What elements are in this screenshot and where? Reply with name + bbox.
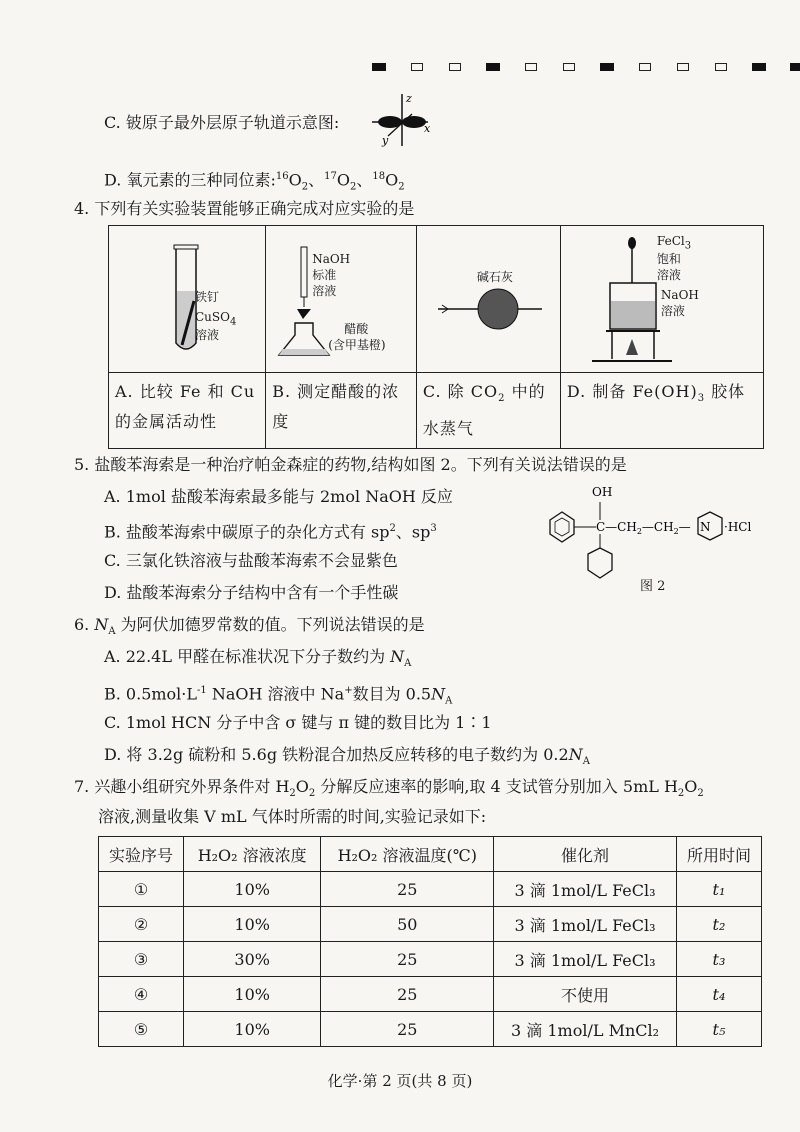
q7-stem-line1: 7. 兴趣小组研究外界条件对 $H_2O_2$ 分解反应速率的影响,取 4 支试管分别加入 5mL $H_2O_2$ [74, 777, 704, 800]
filled-mark [588, 62, 626, 72]
label-naoh: NaOH [660, 288, 699, 302]
page-footer: 化学·第 2 页(共 8 页) [327, 1072, 473, 1090]
filled-mark [474, 62, 512, 72]
label-solution: 溶液 [312, 284, 337, 298]
header-cell: 所用时间 [676, 837, 761, 872]
label-solution: 溶液 [656, 268, 681, 282]
label-soda-lime: 碱石灰 [476, 270, 513, 284]
open-mark [512, 62, 550, 72]
q3-option-d: D. 氧元素的三种同位素$:^{16}O_2$、$^{17}O_2$、$^{18}O_2$ [104, 170, 405, 193]
table-row: ④ 10% 25 不使用 t₄ [99, 977, 762, 1012]
table-header-row [99, 837, 762, 872]
orbital-diagram [368, 92, 436, 148]
filled-mark [360, 62, 398, 72]
open-mark [626, 62, 664, 72]
fig-n: N [700, 520, 711, 534]
q6-option-d: D. 将 3.2g 硫粉和 5.6g 铁粉混合加热反应转移的电子数约为 $0.2N_A$ [104, 745, 590, 768]
q6-option-b: B. $0.5mol\cdot L^{-1}$ NaOH 溶液中 Na+数目为 $0.5N_A$ [104, 684, 453, 707]
q6-option-c: C. 1mol HCN 分子中含 σ 键与 π 键的数目比为 1∶1 [104, 713, 492, 732]
q5-option-d: D. 盐酸苯海索分子结构中含有一个手性碳 [104, 583, 399, 602]
label-cuso4: CuSO$_4$ [195, 310, 237, 328]
open-mark [436, 62, 474, 72]
caption-c: C. 除 $CO_2$ 中的水蒸气 [416, 373, 560, 449]
table-row: ⑤ 10% 25 3 滴 1mol/L MnCl₂ t₅ [99, 1012, 762, 1047]
structure-figure-2 [538, 478, 778, 588]
fig-chain: $C—CH_2—CH_2—$ [596, 520, 691, 536]
q6-option-a: A. 22.4L 甲醛在标准状况下分子数约为 $N_A$ [104, 647, 412, 670]
figure-caption: 图 2 [640, 579, 666, 594]
q5-option-a: A. 1mol 盐酸苯海索最多能与 2mol NaOH 反应 [104, 487, 453, 506]
q7-experiment-table [98, 836, 762, 1047]
header-cell: 催化剂 [494, 837, 677, 872]
q4-stem: 4. 下列有关实验装置能够正确完成对应实验的是 [74, 199, 415, 218]
drying-tube-drawing [418, 227, 559, 367]
q3-option-c: C. 铍原子最外层原子轨道示意图: [104, 113, 340, 132]
table-row: ① 10% 25 3 滴 1mol/L FeCl₃ t₁ [99, 872, 762, 907]
q5-stem: 5. 盐酸苯海索是一种治疗帕金森症的药物,结构如图 2。下列有关说法错误的是 [74, 455, 627, 474]
filled-mark [740, 62, 778, 72]
q5-option-c: C. 三氯化铁溶液与盐酸苯海索不会显紫色 [104, 551, 398, 570]
header-cell: H₂O₂ 溶液浓度 [184, 837, 321, 872]
q7-stem-line2: 溶液,测量收集 V mL 气体时所需的时间,实验记录如下: [98, 807, 487, 826]
label-iron-nail: 铁钉 [195, 290, 220, 304]
table-row: ③ 30% 25 3 滴 1mol/L FeCl₃ t₃ [99, 942, 762, 977]
header-cell: H₂O₂ 溶液温度(℃) [321, 837, 494, 872]
label-solution: 溶液 [195, 328, 220, 342]
header-cell: 实验序号 [99, 837, 184, 872]
caption-d: D. 制备 $Fe(OH)_3$ 胶体 [560, 373, 763, 449]
label-methyl-orange: (含甲基橙) [328, 338, 386, 352]
open-mark [664, 62, 702, 72]
caption-a: A. 比较 Fe 和 Cu 的金属活动性 [109, 373, 266, 449]
open-mark [398, 62, 436, 72]
label-solution: 溶液 [660, 304, 685, 318]
axis-x-label: x [424, 122, 431, 135]
label-saturated: 饱和 [656, 252, 681, 266]
q4-apparatus-table [108, 225, 764, 449]
fig-hcl: ·HCl [724, 520, 752, 534]
q6-stem: 6. $N_A$ 为阿伏加德罗常数的值。下列说法错误的是 [74, 615, 425, 638]
apparatus-a [109, 226, 266, 373]
caption-b: B. 测定醋酸的浓度 [266, 373, 417, 449]
filled-mark [778, 62, 800, 72]
label-fecl3: FeCl$_3$ [656, 234, 692, 252]
label-acetic-acid: 醋酸 [344, 322, 369, 336]
q5-option-b: B. 盐酸苯海索中碳原子的杂化方式有 $sp^2$、$sp^3$ [104, 522, 437, 542]
table-row: ② 10% 50 3 滴 1mol/L FeCl₃ t₂ [99, 907, 762, 942]
label-standard: 标准 [312, 268, 337, 282]
fig-oh: OH [592, 485, 613, 499]
axis-y-label: y [382, 134, 389, 147]
open-mark [550, 62, 588, 72]
label-naoh: NaOH [312, 252, 351, 266]
apparatus-b [266, 226, 417, 373]
test-tube-drawing [110, 227, 264, 367]
open-mark [702, 62, 740, 72]
apparatus-c [416, 226, 560, 373]
axis-z-label: z [406, 92, 412, 105]
trihexyphenidyl-structure [538, 478, 778, 588]
apparatus-d [560, 226, 763, 373]
alignment-marks [360, 62, 800, 72]
